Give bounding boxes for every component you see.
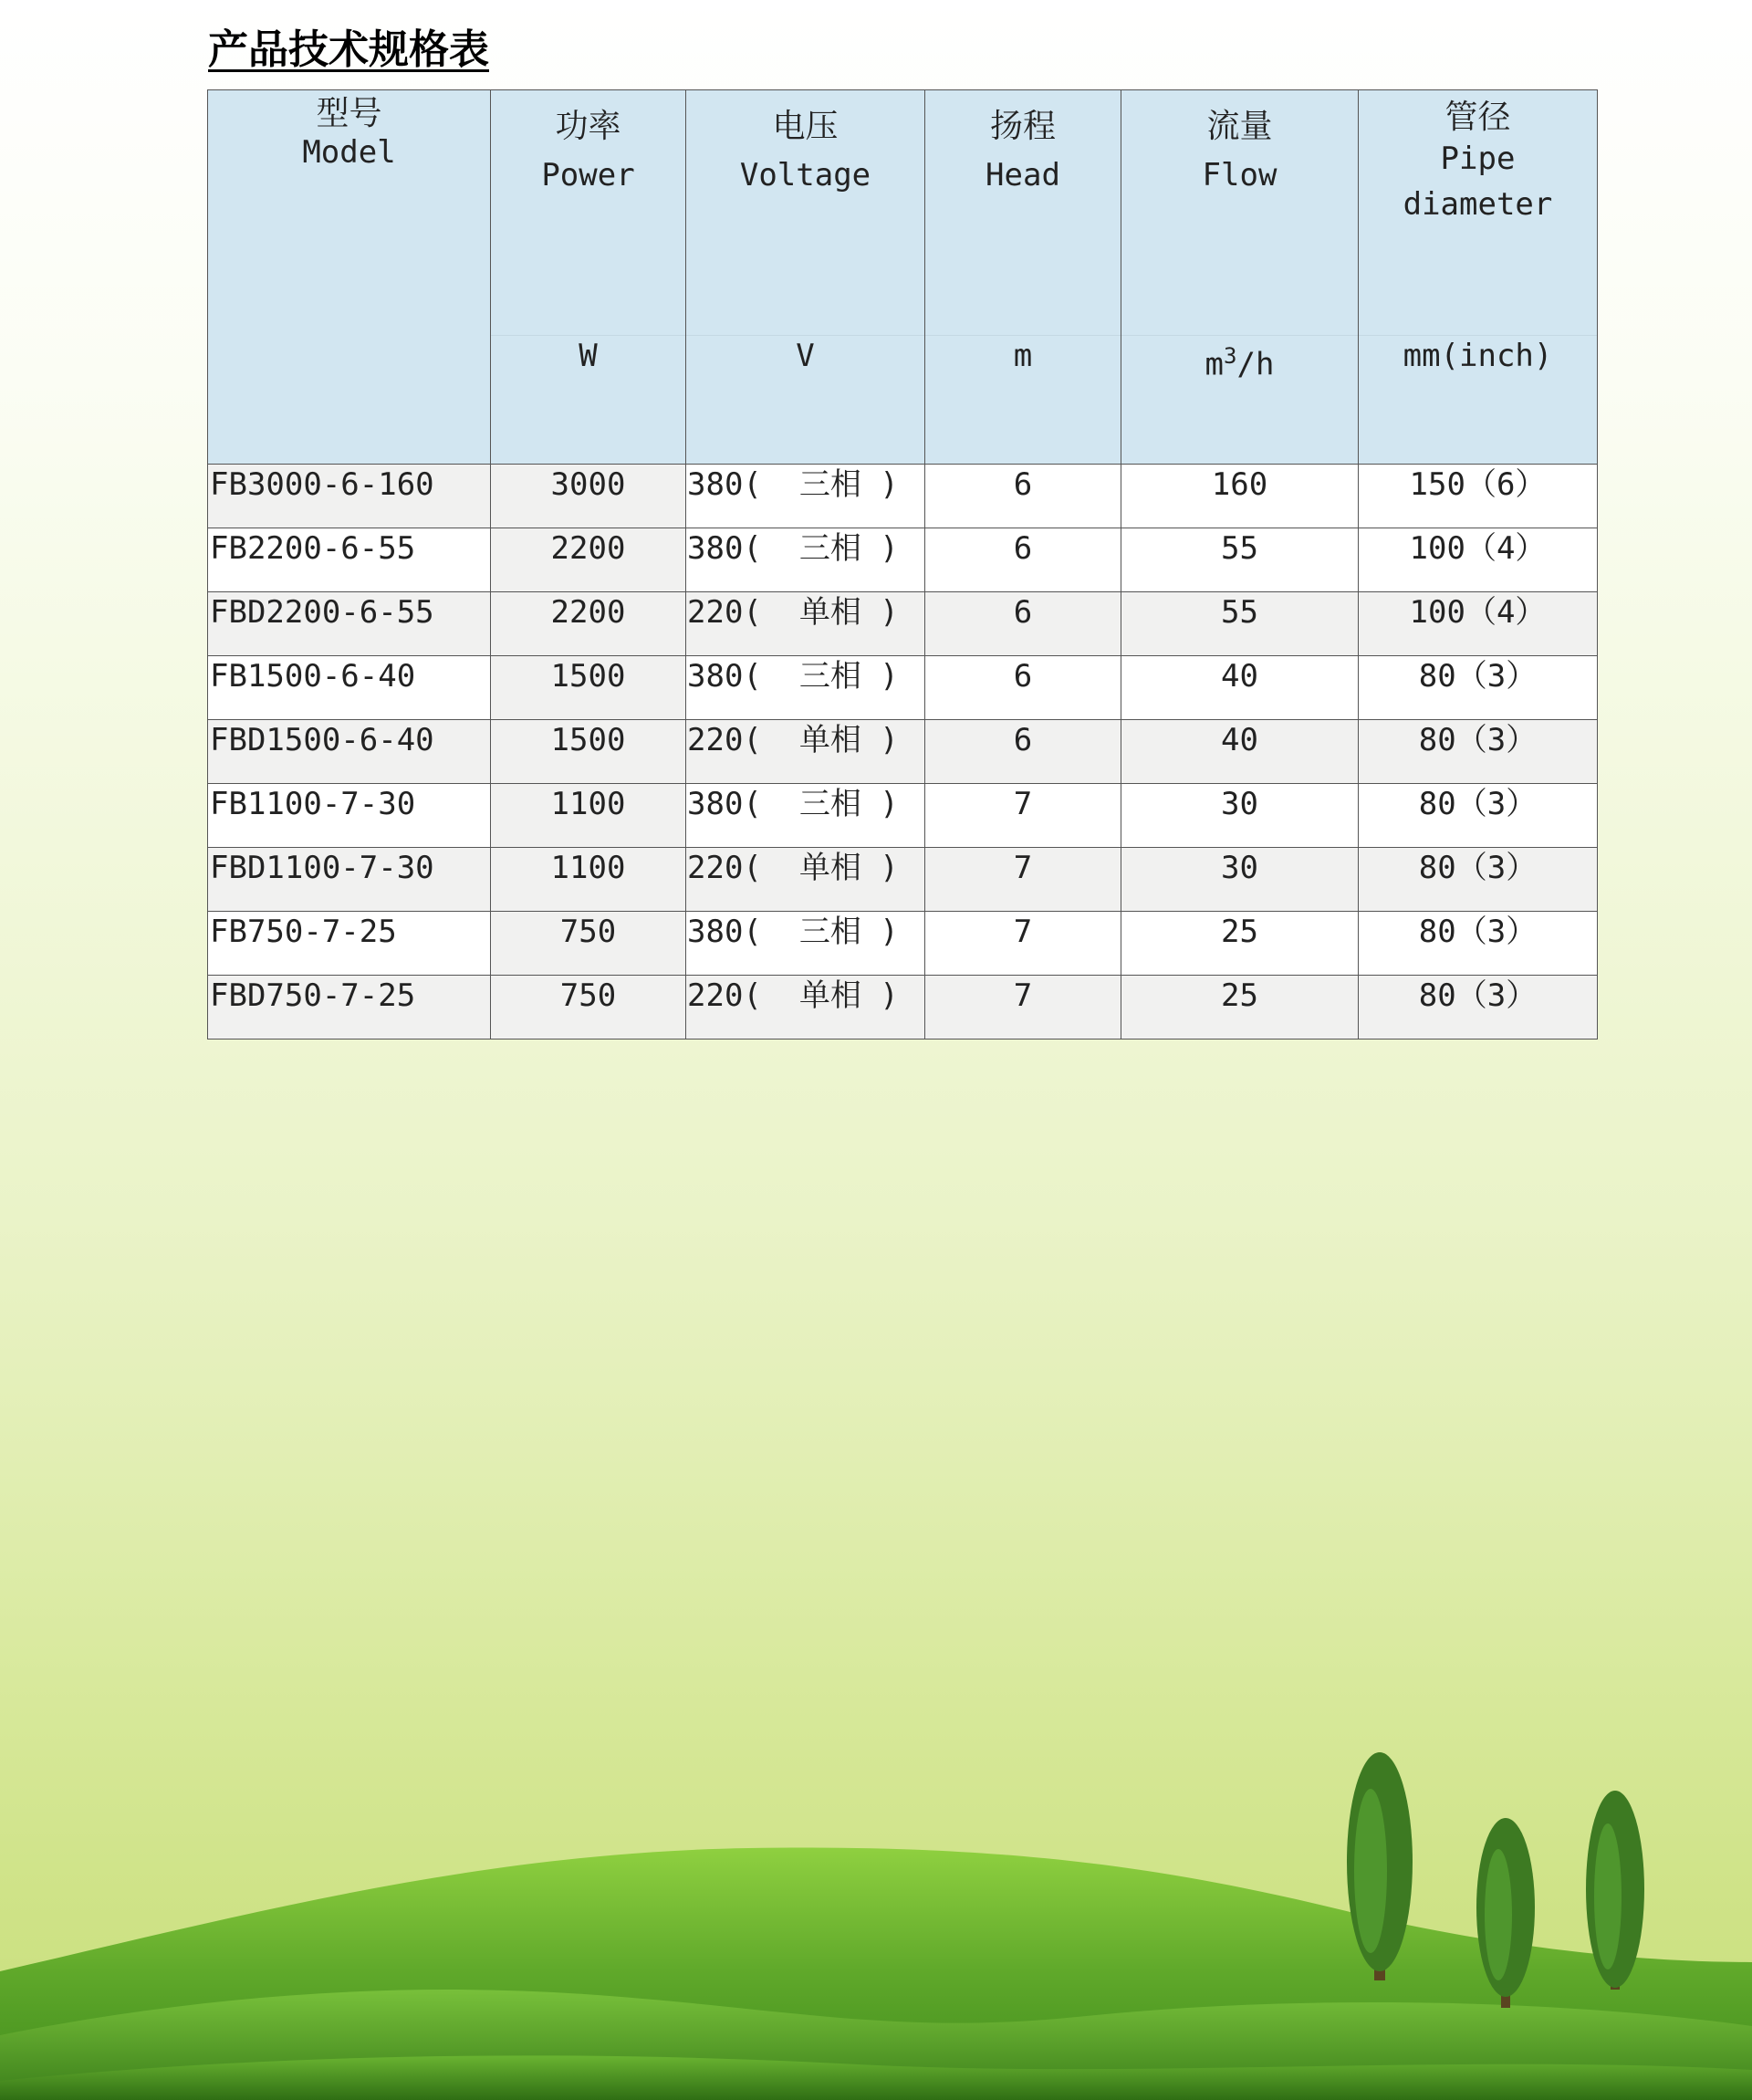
cell-flow: 25	[1121, 976, 1359, 1040]
header-head-zh: 扬程	[989, 108, 1056, 145]
cell-voltage: 380( 三相 )	[686, 912, 925, 976]
cell-flow: 40	[1121, 720, 1359, 784]
table-row	[208, 720, 1598, 784]
cell-voltage: 220( 单相 )	[686, 848, 925, 912]
unit-flow-tail: /h	[1236, 346, 1275, 383]
unit-flow	[1121, 336, 1359, 465]
table-row	[208, 528, 1598, 592]
cell-head: 7	[925, 784, 1121, 848]
header-model-en: Model	[302, 134, 396, 171]
header-pipe	[1359, 90, 1598, 336]
cell-power: 750	[491, 976, 686, 1040]
cell-power: 750	[491, 912, 686, 976]
cell-pipe: 80（3）	[1359, 976, 1598, 1040]
table-row	[208, 848, 1598, 912]
unit-head-text: m	[1013, 338, 1033, 374]
cell-power: 1500	[491, 656, 686, 720]
cell-power: 2200	[491, 528, 686, 592]
cell-flow: 55	[1121, 528, 1359, 592]
cell-voltage: 380( 三相 )	[686, 528, 925, 592]
cell-pipe: 100（4）	[1359, 528, 1598, 592]
grass-hills-illustration	[0, 1734, 1752, 2100]
cell-flow: 30	[1121, 784, 1359, 848]
header-flow-en: Flow	[1202, 157, 1278, 193]
header-power	[491, 90, 686, 336]
cell-flow: 40	[1121, 656, 1359, 720]
cell-pipe: 80（3）	[1359, 656, 1598, 720]
table-row	[208, 465, 1598, 528]
cell-voltage: 380( 三相 )	[686, 465, 925, 528]
header-power-en: Power	[541, 157, 635, 193]
cell-model: FBD750-7-25	[208, 976, 491, 1040]
cell-head: 7	[925, 848, 1121, 912]
table-row	[208, 912, 1598, 976]
cell-pipe: 80（3）	[1359, 784, 1598, 848]
cell-power: 1100	[491, 848, 686, 912]
cell-model: FBD1500-6-40	[208, 720, 491, 784]
cell-head: 6	[925, 720, 1121, 784]
cell-pipe: 100（4）	[1359, 592, 1598, 656]
cell-voltage: 220( 单相 )	[686, 976, 925, 1040]
unit-power	[491, 336, 686, 465]
header-flow-zh: 流量	[1206, 108, 1273, 145]
header-model	[208, 90, 491, 465]
cell-model: FB3000-6-160	[208, 465, 491, 528]
header-head-en: Head	[986, 157, 1060, 193]
unit-pipe-text: mm(inch)	[1403, 338, 1553, 374]
header-power-zh: 功率	[555, 108, 621, 145]
cell-head: 7	[925, 912, 1121, 976]
header-model-zh: 型号	[316, 95, 382, 132]
cell-voltage: 220( 单相 )	[686, 592, 925, 656]
unit-head	[925, 336, 1121, 465]
cell-pipe: 150（6）	[1359, 465, 1598, 528]
unit-flow-sup: 3	[1224, 343, 1237, 369]
header-pipe-en: Pipe	[1440, 141, 1516, 177]
page-title: 产品技术规格表	[208, 26, 489, 73]
cell-head: 7	[925, 976, 1121, 1040]
header-voltage	[686, 90, 925, 336]
unit-voltage-text: V	[796, 338, 815, 374]
cell-flow: 55	[1121, 592, 1359, 656]
spec-table	[207, 89, 1598, 1040]
cell-head: 6	[925, 656, 1121, 720]
cell-voltage: 380( 三相 )	[686, 784, 925, 848]
header-pipe-en2: diameter	[1403, 186, 1553, 223]
cell-head: 6	[925, 592, 1121, 656]
cell-pipe: 80（3）	[1359, 848, 1598, 912]
cell-power: 1500	[491, 720, 686, 784]
table-row	[208, 976, 1598, 1040]
header-head	[925, 90, 1121, 336]
unit-pipe	[1359, 336, 1598, 465]
header-pipe-zh: 管径	[1444, 99, 1511, 136]
table-header-row	[208, 90, 1598, 336]
unit-flow-base: m	[1204, 346, 1225, 383]
cell-voltage: 220( 单相 )	[686, 720, 925, 784]
table-row	[208, 656, 1598, 720]
cell-model: FB1100-7-30	[208, 784, 491, 848]
cell-flow: 30	[1121, 848, 1359, 912]
cell-model: FB750-7-25	[208, 912, 491, 976]
unit-power-text: W	[579, 338, 598, 374]
header-voltage-zh: 电压	[772, 108, 839, 145]
cell-model: FBD2200-6-55	[208, 592, 491, 656]
unit-voltage	[686, 336, 925, 465]
cell-model: FB2200-6-55	[208, 528, 491, 592]
table-row	[208, 784, 1598, 848]
cell-pipe: 80（3）	[1359, 720, 1598, 784]
cell-head: 6	[925, 465, 1121, 528]
cell-pipe: 80（3）	[1359, 912, 1598, 976]
header-flow	[1121, 90, 1359, 336]
unit-flow-text	[1121, 338, 1358, 382]
cell-head: 6	[925, 528, 1121, 592]
cell-power: 2200	[491, 592, 686, 656]
cell-flow: 160	[1121, 465, 1359, 528]
header-voltage-en: Voltage	[739, 157, 871, 193]
cell-flow: 25	[1121, 912, 1359, 976]
cell-model: FB1500-6-40	[208, 656, 491, 720]
cell-model: FBD1100-7-30	[208, 848, 491, 912]
cell-voltage: 380( 三相 )	[686, 656, 925, 720]
cell-power: 1100	[491, 784, 686, 848]
cell-power: 3000	[491, 465, 686, 528]
table-row	[208, 592, 1598, 656]
